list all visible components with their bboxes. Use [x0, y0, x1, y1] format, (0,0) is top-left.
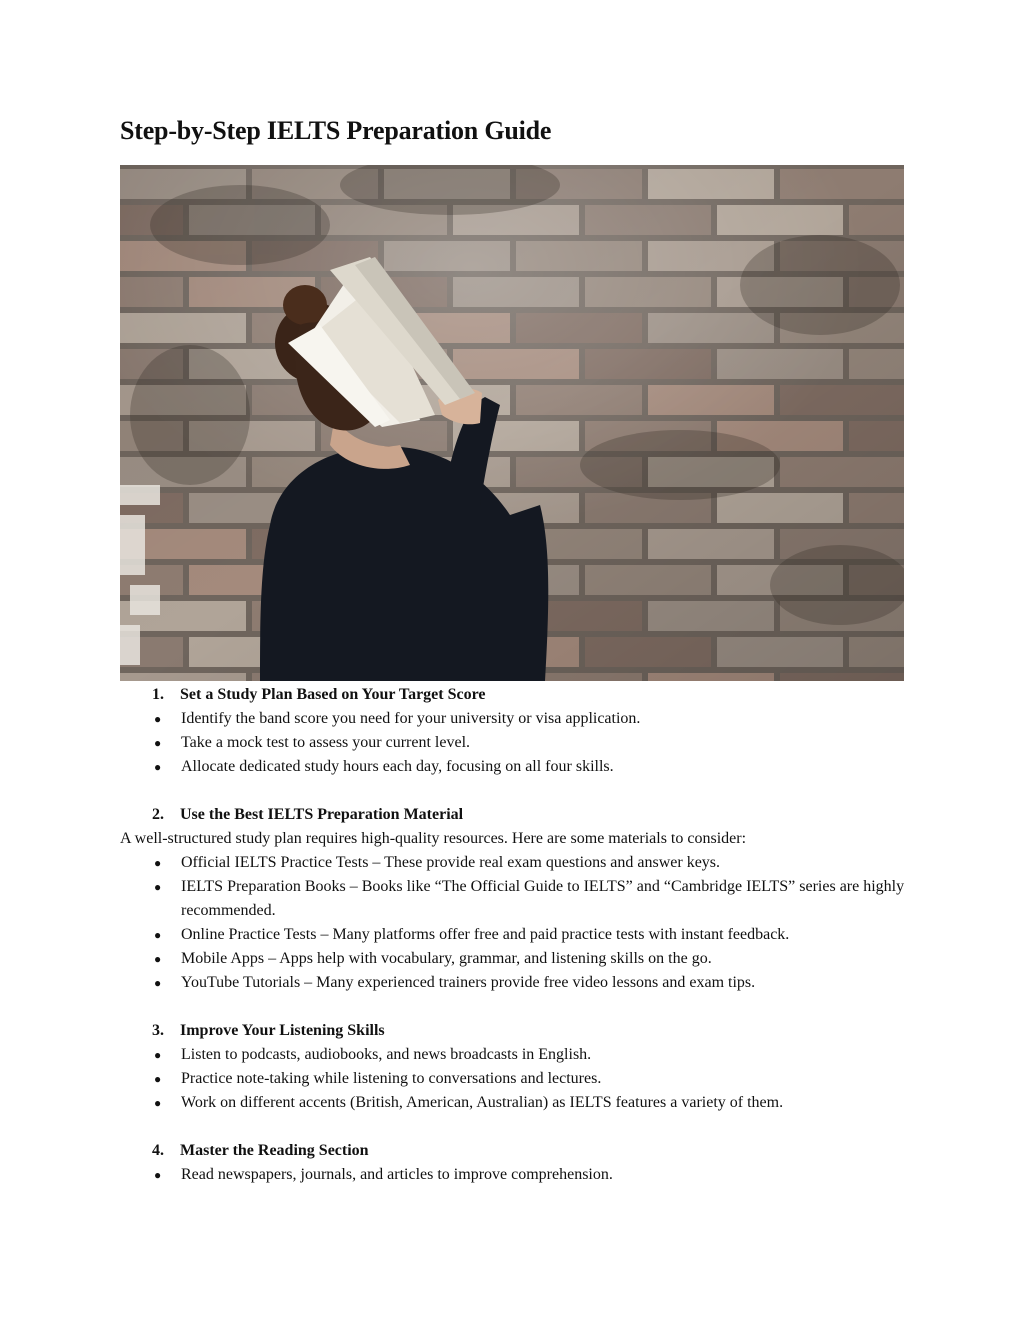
guide-section: [120, 803, 910, 995]
list-item: [120, 1043, 910, 1067]
list-item: [120, 971, 910, 995]
list-item-text: IELTS Preparation Books – Books like “The Official Guide to IELTS” and “Cambridge IELTS” series are highly recommended.: [181, 878, 905, 919]
list-item-text: Practice note-taking while listening to conversations and lectures.: [181, 1070, 602, 1087]
list-item: [120, 1067, 910, 1091]
bullet-icon: ●: [154, 760, 162, 774]
bullet-icon: ●: [154, 856, 162, 870]
list-item-text: Read newspapers, journals, and articles to improve comprehension.: [181, 1166, 613, 1183]
section-heading: [120, 683, 910, 707]
bullet-icon: ●: [154, 880, 162, 894]
bullet-icon: ●: [154, 712, 162, 726]
list-item: [120, 731, 910, 755]
bullet-icon: ●: [154, 952, 162, 966]
guide-section: [120, 1139, 910, 1187]
list-item-text: Allocate dedicated study hours each day, focusing on all four skills.: [181, 758, 614, 775]
bullet-list: [120, 851, 910, 995]
section-title: Use the Best IELTS Preparation Material: [180, 806, 464, 823]
page-title: Step-by-Step IELTS Preparation Guide: [120, 116, 552, 145]
section-title: Master the Reading Section: [180, 1142, 369, 1159]
list-item: [120, 851, 910, 875]
section-intro: A well-structured study plan requires high-quality resources. Here are some materials to consider:: [120, 830, 747, 847]
list-item: [120, 875, 910, 923]
section-number: 4.: [152, 1142, 164, 1159]
bullet-icon: ●: [154, 1072, 162, 1086]
list-item: [120, 1163, 910, 1187]
hero-photo: [120, 165, 904, 681]
list-item-text: YouTube Tutorials – Many experienced trainers provide free video lessons and exam tips.: [181, 974, 756, 991]
list-item-text: Take a mock test to assess your current level.: [181, 734, 471, 751]
bullet-icon: ●: [154, 976, 162, 990]
list-item: [120, 947, 910, 971]
section-number: 2.: [152, 806, 164, 823]
list-item-text: Online Practice Tests – Many platforms offer free and paid practice tests with instant feedback.: [181, 926, 790, 943]
bullet-icon: ●: [154, 736, 162, 750]
bullet-icon: ●: [154, 1168, 162, 1182]
bullet-list: [120, 1043, 910, 1115]
list-item: [120, 755, 910, 779]
bullet-icon: ●: [154, 928, 162, 942]
bullet-list: [120, 1163, 910, 1187]
section-number: 1.: [152, 686, 164, 703]
bullet-icon: ●: [154, 1048, 162, 1062]
list-item: [120, 923, 910, 947]
section-title: Set a Study Plan Based on Your Target Score: [180, 686, 486, 703]
list-item-text: Mobile Apps – Apps help with vocabulary, grammar, and listening skills on the go.: [181, 950, 712, 967]
list-item: [120, 707, 910, 731]
list-item: [120, 1091, 910, 1115]
guide-content: [120, 683, 910, 1187]
section-heading: [120, 803, 910, 827]
guide-section: [120, 683, 910, 779]
list-item-text: Identify the band score you need for your university or visa application.: [181, 710, 641, 727]
list-item-text: Work on different accents (British, American, Australian) as IELTS features a variety of them.: [181, 1094, 784, 1111]
section-title: Improve Your Listening Skills: [180, 1022, 385, 1039]
guide-section: [120, 1019, 910, 1115]
list-item-text: Official IELTS Practice Tests – These provide real exam questions and answer keys.: [181, 854, 721, 871]
bullet-icon: ●: [154, 1096, 162, 1110]
section-heading: [120, 1019, 910, 1043]
section-heading: [120, 1139, 910, 1163]
bullet-list: [120, 707, 910, 779]
list-item-text: Listen to podcasts, audiobooks, and news broadcasts in English.: [181, 1046, 592, 1063]
section-number: 3.: [152, 1022, 164, 1039]
